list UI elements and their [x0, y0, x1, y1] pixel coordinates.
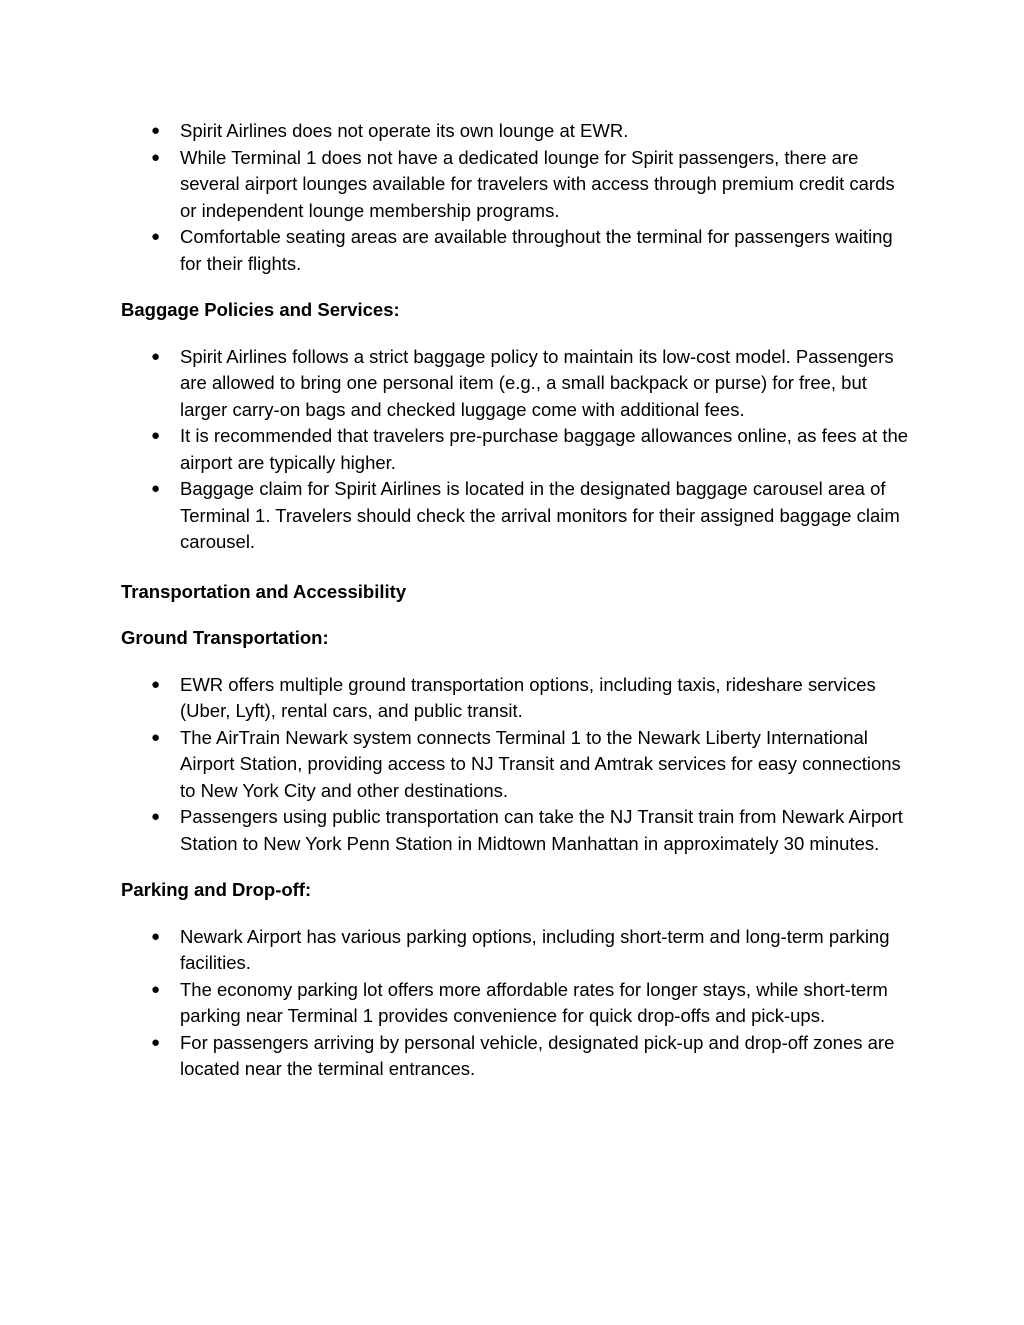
bullet-icon: ●: [151, 148, 161, 166]
list-item: [121, 804, 911, 857]
list-item-text: For passengers arriving by personal vehicle, designated pick-up and drop-off zones are located near the terminal entrances.: [180, 1031, 895, 1079]
list-item-text: While Terminal 1 does not have a dedicated lounge for Spirit passengers, there are several airport lounges available for travelers with access through premium credit cards or independent lounge membership programs.: [180, 146, 895, 221]
list-item: [121, 145, 911, 225]
baggage-heading: Baggage Policies and Services:: [121, 299, 400, 320]
bullet-icon: ●: [151, 927, 161, 945]
baggage-bullet-list: [121, 344, 911, 556]
list-item: [121, 1030, 911, 1083]
list-item-text: Newark Airport has various parking options, including short-term and long-term parking facilities.: [180, 925, 890, 973]
bullet-icon: ●: [151, 728, 161, 746]
bullet-icon: ●: [151, 480, 161, 497]
list-item-text: Spirit Airlines follows a strict baggage policy to maintain its low-cost model. Passengers are allowed to bring one personal item (e.g., a small backpack or purse) for free, but larger carry-on bags and checked luggage come with additional fees.: [180, 345, 894, 420]
parking-bullet-list: [121, 924, 911, 1083]
bullet-icon: ●: [151, 675, 161, 693]
list-item-text: Spirit Airlines does not operate its own lounge at EWR.: [180, 120, 629, 141]
list-item-text: The economy parking lot offers more affordable rates for longer stays, while short-term parking near Terminal 1 provides convenience for quick drop-offs and pick-ups.: [180, 978, 888, 1026]
bullet-icon: ●: [151, 228, 161, 245]
bullet-icon: ●: [151, 980, 161, 998]
ground-transportation-heading: Ground Transportation:: [121, 627, 329, 648]
list-item-text: EWR offers multiple ground transportation options, including taxis, rideshare services (Uber, Lyft), rental cars, and public transit.: [180, 673, 876, 721]
list-item: [121, 725, 911, 805]
list-item: [121, 118, 911, 145]
bullet-icon: ●: [151, 347, 161, 365]
list-item-text: Baggage claim for Spirit Airlines is located in the designated baggage carousel area of Terminal 1. Travelers should check the arrival monitors for their assigned baggage claim carousel.: [180, 478, 900, 552]
transportation-heading: Transportation and Accessibility: [121, 580, 407, 602]
list-item: [121, 977, 911, 1030]
bullet-icon: ●: [151, 122, 161, 139]
parking-heading: Parking and Drop-off:: [121, 879, 312, 900]
list-item: [121, 423, 911, 476]
list-item: [121, 672, 911, 725]
list-item-text: Passengers using public transportation can take the NJ Transit train from Newark Airport Station to New York Penn Station in Midtown Manhattan in approximately 30 minutes.: [180, 806, 903, 854]
document-page: [121, 118, 911, 1083]
list-item-text: The AirTrain Newark system connects Terminal 1 to the Newark Liberty International Airport Station, providing access to NJ Transit and Amtrak services for easy connections to New York City and other destinations.: [180, 726, 901, 801]
list-item: [121, 224, 911, 277]
lounge-bullet-list: [121, 118, 911, 277]
bullet-icon: ●: [151, 1033, 161, 1051]
bullet-icon: ●: [151, 808, 161, 825]
list-item-text: Comfortable seating areas are available throughout the terminal for passengers waiting for their flights.: [180, 226, 893, 274]
list-item: [121, 476, 911, 556]
list-item-text: It is recommended that travelers pre-purchase baggage allowances online, as fees at the airport are typically higher.: [180, 425, 909, 473]
bullet-icon: ●: [151, 427, 161, 444]
list-item: [121, 344, 911, 424]
list-item: [121, 924, 911, 977]
ground-bullet-list: [121, 672, 911, 858]
